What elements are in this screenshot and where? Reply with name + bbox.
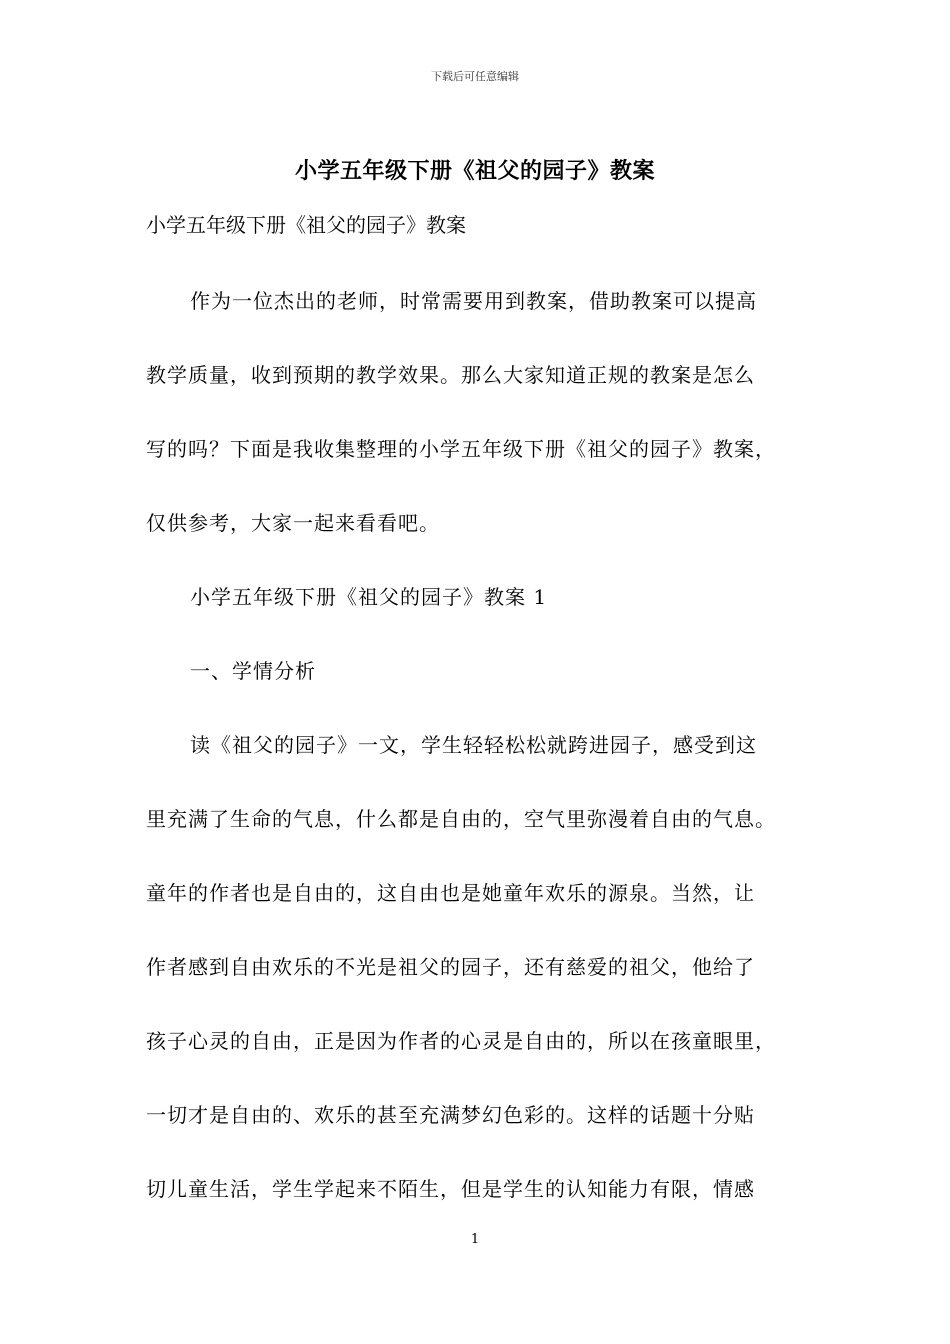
header-note: 下载后可任意编辑 [431, 70, 519, 83]
text-line: 切儿童生活，学生学起来不陌生，但是学生的认知能力有限，情感 [146, 1177, 755, 1201]
analysis-paragraph-cont [146, 782, 826, 1226]
text-line: 作为一位杰出的老师，时常需要用到教案，借助教案可以提高 [190, 289, 757, 313]
section-heading [146, 560, 826, 634]
document-body [146, 264, 826, 1226]
text-line: 小学五年级下册《祖父的园子》教案 1 [190, 585, 548, 609]
text-line: 仅供参考，大家一起来看看吧。 [146, 511, 440, 535]
text-line: 教学质量，收到预期的教学效果。那么大家知道正规的教案是怎么 [146, 363, 755, 387]
document-title: 小学五年级下册《祖父的园子》教案 [294, 158, 655, 184]
text-line: 读《祖父的园子》一文，学生轻轻松松就跨进园子，感受到这 [190, 733, 757, 757]
text-line: 作者感到自由欢乐的不光是祖父的园子，还有慈爱的祖父，他给了 [146, 955, 755, 979]
text-line: 一切才是自由的、欢乐的甚至充满梦幻色彩的。这样的话题十分贴 [146, 1103, 755, 1127]
text-line: 孩子心灵的自由，正是因为作者的心灵是自由的，所以在孩童眼里， [146, 1029, 776, 1053]
text-line: 里充满了生命的气息，什么都是自由的，空气里弥漫着自由的气息。 [146, 807, 776, 831]
subsection-heading [146, 634, 826, 708]
text-line: 童年的作者也是自由的，这自由也是她童年欢乐的源泉。当然，让 [146, 881, 755, 905]
intro-paragraph-cont [146, 338, 826, 560]
document-subtitle: 小学五年级下册《祖父的园子》教案 [146, 213, 466, 237]
intro-paragraph [146, 264, 826, 338]
text-line: 写的吗？下面是我收集整理的小学五年级下册《祖父的园子》教案， [146, 437, 776, 461]
text-line: 一、学情分析 [190, 659, 316, 683]
analysis-paragraph [146, 708, 826, 782]
page-number: 1 [470, 1232, 480, 1247]
